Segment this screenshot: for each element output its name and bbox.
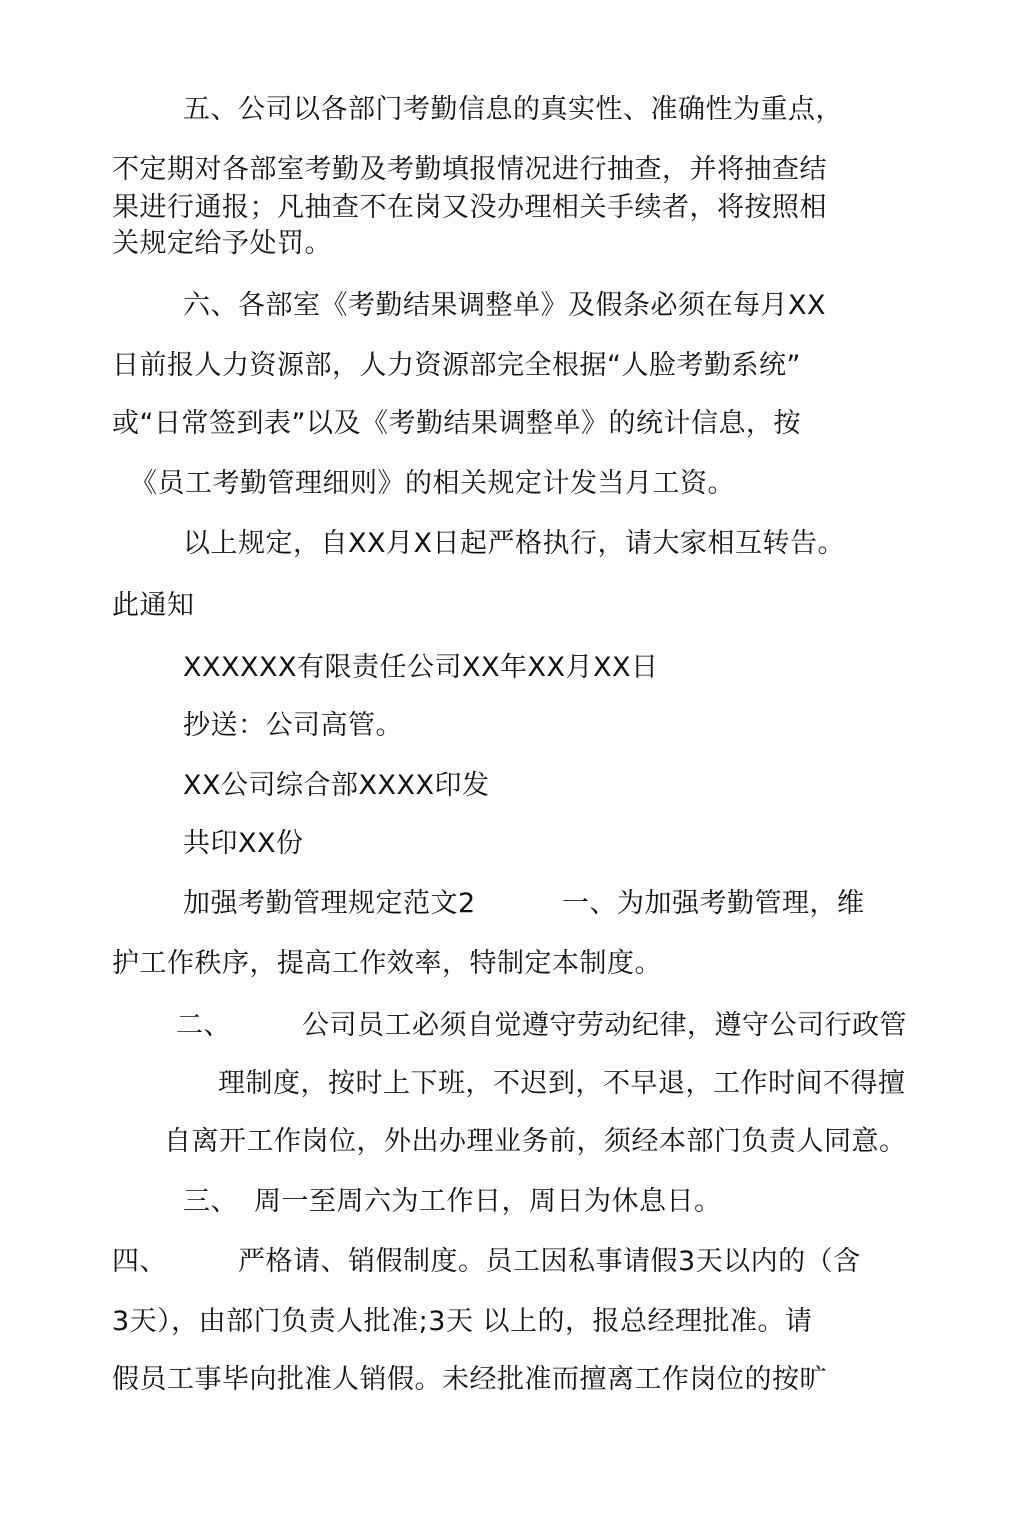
paragraph-6-line-4: 《员工考勤管理细则》的相关规定计发当月工资。 bbox=[130, 468, 735, 499]
clause-4-line-2: 3天），由部门负责人批准;3天 以上的，报总经理批准。请 bbox=[112, 1306, 813, 1337]
paragraph-5-line-2: 不定期对各部室考勤及考勤填报情况进行抽查，并将抽查结 bbox=[112, 154, 827, 185]
clause-3-text: 周一至周六为工作日，周日为休息日。 bbox=[254, 1186, 722, 1217]
paragraph-5-line-4: 关规定给予处罚。 bbox=[112, 228, 332, 259]
clause-4-number: 四、 bbox=[112, 1246, 167, 1277]
company-date-line: XXXXXX有限责任公司XX年XX月XX日 bbox=[183, 652, 659, 683]
clause-4-line-1: 严格请、销假制度。员工因私事请假3天以内的（含 bbox=[238, 1246, 861, 1277]
copies-line: 共印XX份 bbox=[183, 828, 304, 859]
sample-2-title: 加强考勤管理规定范文2 bbox=[183, 888, 476, 919]
clause-2-line-2: 理制度，按时上下班，不迟到，不早退，工作时间不得擅 bbox=[218, 1068, 906, 1099]
paragraph-6-line-1: 六、各部室《考勤结果调整单》及假条必须在每月XX bbox=[183, 290, 826, 321]
cc-line: 抄送：公司高管。 bbox=[183, 710, 403, 741]
clause-3-number: 三、 bbox=[183, 1186, 238, 1217]
clause-4-line-3: 假员工事毕向批准人销假。未经批准而擅离工作岗位的按旷 bbox=[112, 1364, 827, 1395]
clause-2-line-1: 公司员工必须自觉遵守劳动纪律，遵守公司行政管 bbox=[302, 1010, 907, 1041]
paragraph-5-line-3: 果进行通报；凡抽查不在岗又没办理相关手续者，将按照相 bbox=[112, 192, 827, 223]
paragraph-5-line-1: 五、公司以各部门考勤信息的真实性、准确性为重点， bbox=[183, 94, 843, 125]
clause-1-line-2: 护工作秩序，提高工作效率，特制定本制度。 bbox=[112, 948, 662, 979]
closing-line: 此通知 bbox=[112, 590, 195, 621]
issuer-line: XX公司综合部XXXX印发 bbox=[183, 770, 490, 801]
paragraph-6-line-3: 或“日常签到表”以及《考勤结果调整单》的统计信息，按 bbox=[112, 408, 801, 439]
clause-2-number: 二、 bbox=[176, 1010, 231, 1041]
clause-1-line-1: 一、为加强考勤管理，维 bbox=[562, 888, 865, 919]
paragraph-6-line-2: 日前报人力资源部，人力资源部完全根据“人脸考勤系统” bbox=[112, 350, 801, 381]
clause-2-line-3: 自离开工作岗位，外出办理业务前，须经本部门负责人同意。 bbox=[164, 1126, 907, 1157]
notice-line: 以上规定，自XX月X日起严格执行，请大家相互转告。 bbox=[183, 528, 845, 559]
